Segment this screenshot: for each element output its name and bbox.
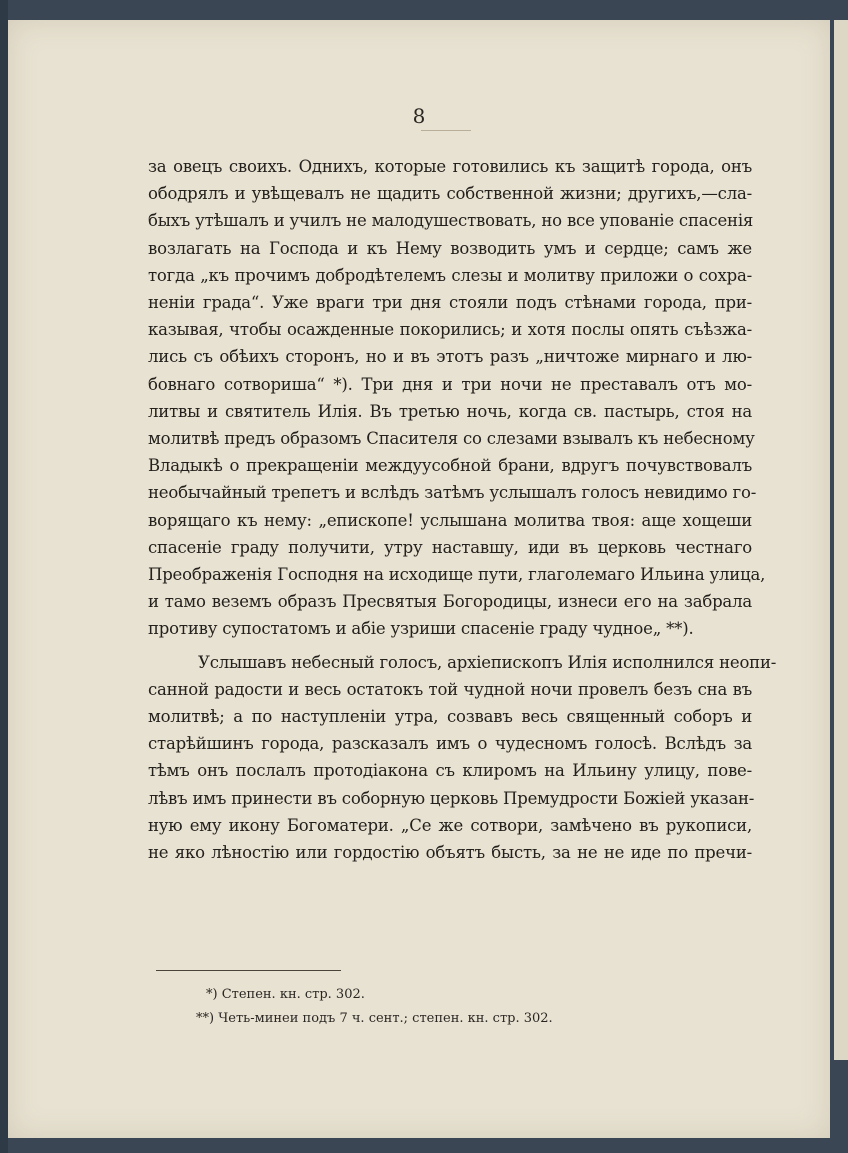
text-line: быхъ утѣшалъ и училъ не малодушествовать, но все упованіе спасенія bbox=[148, 211, 754, 231]
text-line: старѣйшинъ города, разсказалъ имъ о чудесномъ голосѣ. Вслѣдъ за bbox=[148, 734, 752, 754]
footnotes bbox=[158, 983, 658, 1031]
text-line: молитвѣ предъ образомъ Спасителя со слезами взывалъ къ небесному bbox=[148, 429, 755, 449]
text-line: не яко лѣностію или гордостію объятъ бысть, за не не иде по пречи- bbox=[148, 843, 752, 863]
text-line: неніи града“. Уже враги три дня стояли подъ стѣнами города, при- bbox=[148, 293, 752, 313]
text-line: Услышавъ небесный голосъ, архіепископъ Илія исполнился неопи- bbox=[198, 652, 777, 672]
page-number-rule bbox=[421, 130, 471, 131]
text-line: противу супостатомъ и абіе узриши спасеніе граду чудное„ **). bbox=[148, 619, 694, 639]
book-page bbox=[8, 20, 830, 1138]
footnote-separator bbox=[156, 970, 341, 971]
scan-left-edge bbox=[0, 0, 8, 1153]
text-line: за овецъ своихъ. Однихъ, которые готовились къ защитѣ города, онъ bbox=[148, 157, 752, 176]
text-line: и тамо веземъ образъ Пресвятыя Богородицы, изнеси его на забрала bbox=[148, 592, 752, 612]
text-line: казывая, чтобы осажденные покорились; и хотя послы опять съѣзжа- bbox=[148, 320, 752, 340]
text-line: ворящаго къ нему: „епископе! услышана молитва твоя: аще хощеши bbox=[148, 510, 752, 530]
adjacent-page-edge bbox=[834, 20, 848, 1060]
text-line: бовнаго сотвориша“ *). Три дня и три ночи не преставалъ отъ мо- bbox=[148, 374, 752, 394]
text-line: тѣмъ онъ послалъ протодіакона съ клиромъ на Ильину улицу, пове- bbox=[148, 761, 752, 781]
text-line: лись съ обѣихъ сторонъ, но и въ этотъ разъ „ничтоже мирнаго и лю- bbox=[148, 347, 752, 367]
text-line: лѣвъ имъ принести въ соборную церковь Премудрости Божіей указан- bbox=[148, 788, 755, 808]
text-line: ободрялъ и увѣщевалъ не щадить собственной жизни; другихъ,—сла- bbox=[148, 184, 752, 204]
page-number: 8 bbox=[412, 104, 426, 128]
body-text bbox=[148, 153, 777, 866]
text-line: санной радости и весь остатокъ той чудной ночи провелъ безъ сна въ bbox=[148, 679, 752, 699]
footnote: *) Степен. кн. стр. 302. bbox=[206, 987, 365, 1002]
text-line: возлагать на Господа и къ Нему возводить умъ и сердце; самъ же bbox=[148, 238, 752, 258]
text-line: ную ему икону Богоматери. „Се же сотвори, замѣчено въ рукописи, bbox=[148, 815, 752, 835]
text-line: тогда „къ прочимъ добродѣтелемъ слезы и молитву приложи о сохра- bbox=[148, 265, 752, 285]
text-line: спасеніе граду получити, утру наставшу, иди въ церковь честнаго bbox=[148, 537, 752, 557]
text-line: литвы и святитель Илія. Въ третью ночь, когда св. пастырь, стоя на bbox=[148, 401, 752, 421]
text-line: Владыкѣ о прекращеніи междуусобной брани, вдругъ почувствовалъ bbox=[148, 456, 752, 476]
text-line: необычайный трепетъ и вслѣдъ затѣмъ услышалъ голосъ невидимо го- bbox=[148, 483, 757, 503]
text-line: Преображенія Господня на исходище пути, глаголемаго Ильина улица, bbox=[148, 565, 766, 585]
text-line: молитвѣ; а по наступленіи утра, созвавъ весь священный соборъ и bbox=[148, 707, 752, 727]
footnote: **) Четь-минеи подъ 7 ч. сент.; степен. кн. стр. 302. bbox=[196, 1011, 553, 1026]
